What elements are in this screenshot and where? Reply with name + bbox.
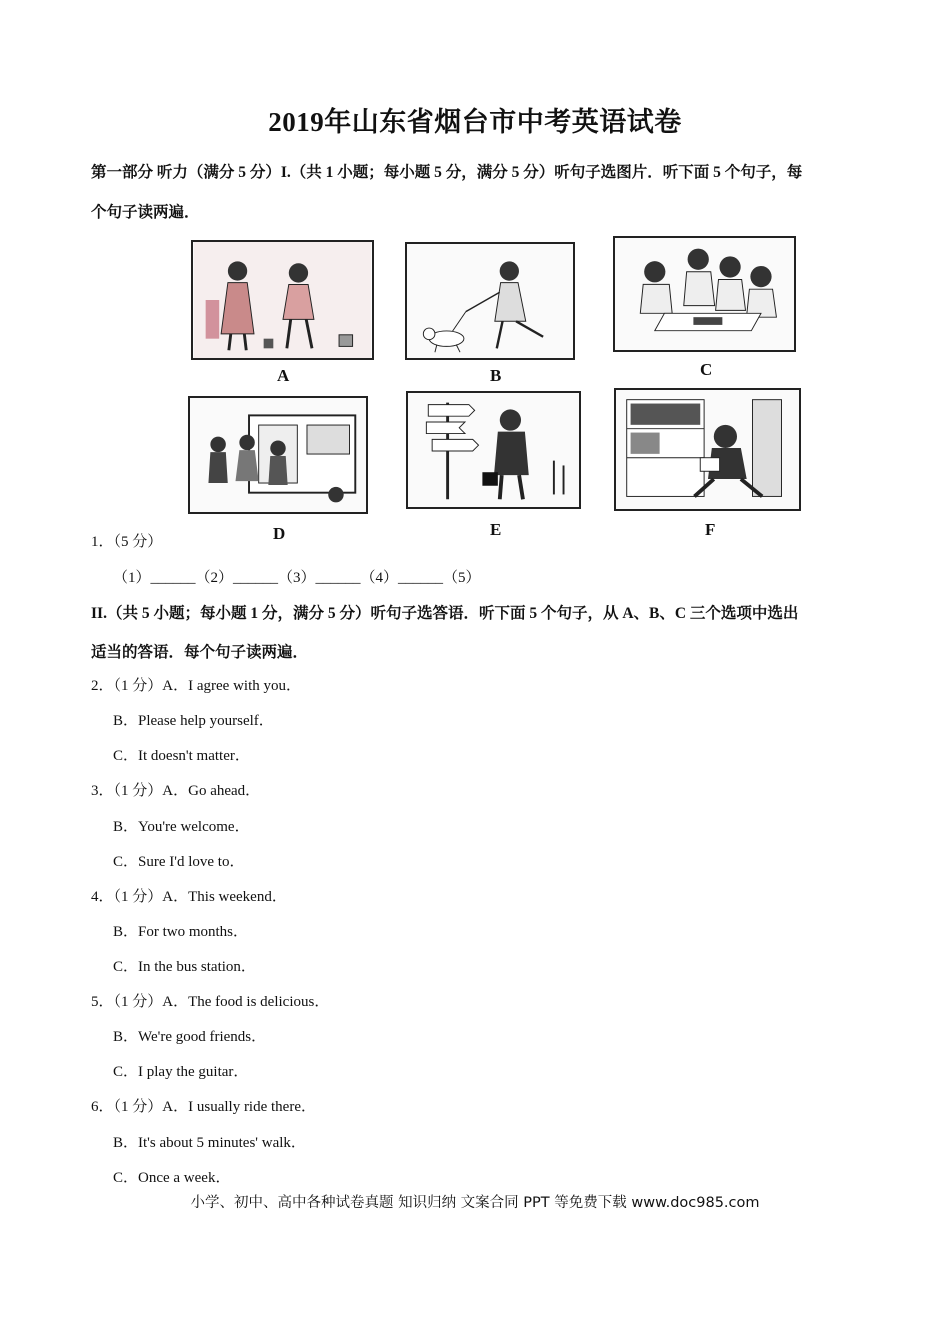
question-3 <box>91 779 260 800</box>
question-score: （1 分） <box>113 994 163 1010</box>
part2-heading-cont: 适当的答语．每个句子读两遍． <box>91 644 309 661</box>
question-6-option-b: B．It's about 5 minutes' walk． <box>113 1135 306 1151</box>
picture-label-a: A <box>277 366 290 385</box>
question-2 <box>91 674 301 695</box>
question-score: （1 分） <box>113 1099 163 1115</box>
page-title: 2019年山东省烟台市中考英语试卷 <box>268 107 682 137</box>
question-number: 4． <box>91 889 114 905</box>
question-number: 3． <box>91 783 114 799</box>
question-score: （1 分） <box>113 678 163 694</box>
question-number: 2． <box>91 678 114 694</box>
option-a: A．Go ahead． <box>162 783 261 799</box>
part1-heading-cont: 个句子读两遍． <box>91 204 200 221</box>
question-number: 6． <box>91 1099 114 1115</box>
option-a: A．This weekend． <box>162 889 287 905</box>
question-number: 5． <box>91 994 114 1010</box>
question-score: （1 分） <box>113 889 163 905</box>
footer-text: 小学、初中、高中各种试卷真题 知识归纳 文案合同 PPT 等免费下载 www.doc985.com <box>190 1195 760 1211</box>
question-2-option-c: C．It doesn't matter． <box>113 748 250 764</box>
option-a: A．I usually ride there． <box>162 1099 316 1115</box>
group-studying-image <box>615 238 794 350</box>
question-score: （1 分） <box>113 783 163 799</box>
picture-label-d: D <box>273 524 286 543</box>
question-6 <box>91 1095 316 1116</box>
walking-dog-image <box>407 244 573 358</box>
question-1-label: 1．（5 分） <box>91 534 163 550</box>
boy-reading-image <box>616 390 799 509</box>
option-a: A．The food is delicious． <box>162 994 330 1010</box>
two-girls-image <box>193 242 372 358</box>
picture-f <box>614 388 801 511</box>
question-4 <box>91 885 287 906</box>
question-4-option-c: C．In the bus station． <box>113 959 256 975</box>
picture-label-f: F <box>705 520 716 539</box>
picture-a <box>191 240 374 360</box>
picture-label-e: E <box>490 520 502 539</box>
bus-boarding-image <box>190 398 366 512</box>
part2-heading: II.（共 5 小题；每小题 1 分，满分 5 分）听句子选答语．听下面 5 个句子，从 A、B、C 三个选项中选出 <box>91 605 799 622</box>
picture-d <box>188 396 368 514</box>
question-5-option-c: C．I play the guitar． <box>113 1064 249 1080</box>
question-2-option-b: B．Please help yourself． <box>113 713 274 729</box>
question-1-blanks: （1）______（2）______（3）______（4）______（5） <box>113 570 481 586</box>
question-3-option-c: C．Sure I'd love to． <box>113 854 245 870</box>
picture-c <box>613 236 796 352</box>
question-3-option-b: B．You're welcome． <box>113 819 250 835</box>
question-5-option-b: B．We're good friends． <box>113 1029 267 1045</box>
picture-b <box>405 242 575 360</box>
part1-heading: 第一部分 听力（满分 5 分）I.（共 1 小题；每小题 5 分，满分 5 分）听句子选图片．听下面 5 个句子，每 <box>91 164 803 181</box>
question-5 <box>91 990 329 1011</box>
signpost-man-image <box>408 393 579 507</box>
question-4-option-b: B．For two months． <box>113 924 249 940</box>
question-6-option-c: C．Once a week． <box>113 1170 231 1186</box>
picture-e <box>406 391 581 509</box>
picture-label-c: C <box>700 360 713 379</box>
option-a: A．I agree with you． <box>162 678 301 694</box>
picture-label-b: B <box>490 366 502 385</box>
